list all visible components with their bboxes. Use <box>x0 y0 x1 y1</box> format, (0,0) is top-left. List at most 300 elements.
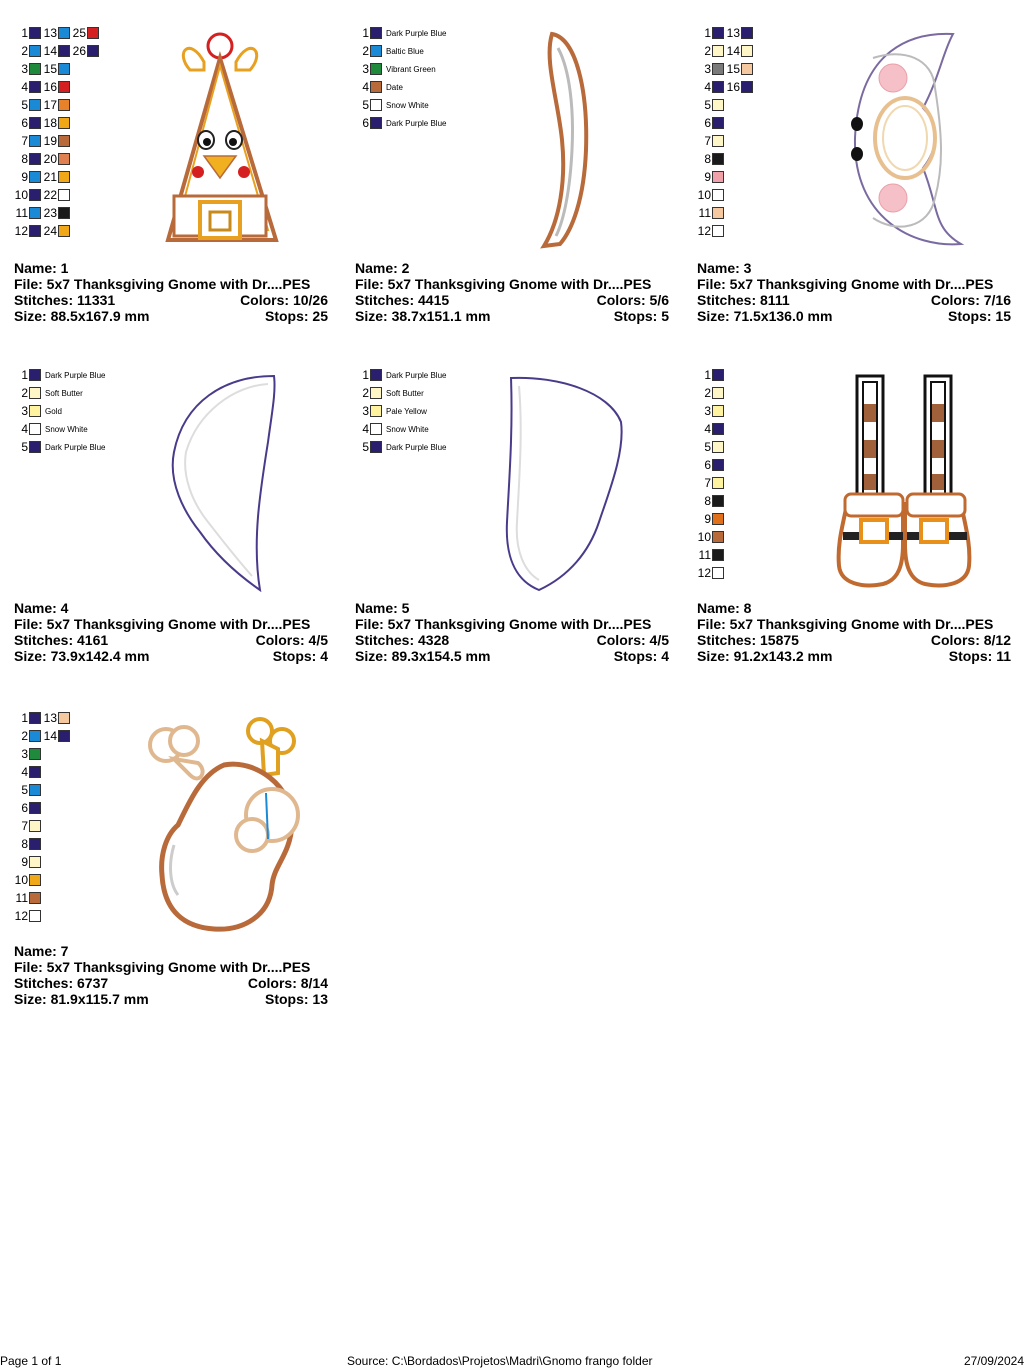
design-card-5 <box>355 368 685 698</box>
legend-entry <box>355 422 429 436</box>
legend-color-swatch <box>741 45 753 57</box>
legend-number: 6 <box>704 458 711 472</box>
legend-number: 2 <box>704 44 711 58</box>
legend-color-swatch <box>58 712 70 724</box>
legend-color-swatch <box>58 189 70 201</box>
legend-color-swatch <box>58 153 70 165</box>
legend-color-swatch <box>29 81 41 93</box>
legend-number: 2 <box>704 386 711 400</box>
legend-number: 13 <box>726 26 740 40</box>
legend-number: 5 <box>362 98 369 112</box>
design-stops: Stops: 25 <box>264 308 328 324</box>
legend-color-swatch <box>58 207 70 219</box>
legend-entry <box>697 26 724 40</box>
legend-color-swatch <box>370 63 382 75</box>
legend-color-swatch <box>29 856 41 868</box>
design-colors: Colors: 8/12 <box>930 632 1011 648</box>
legend-number: 8 <box>21 837 28 851</box>
legend-number: 5 <box>704 98 711 112</box>
legend-color-swatch <box>29 405 41 417</box>
legend-number: 1 <box>362 26 369 40</box>
legend-color-swatch <box>58 730 70 742</box>
legend-number: 4 <box>362 80 369 94</box>
design-colors: Colors: 4/5 <box>596 632 669 648</box>
legend-color-swatch <box>58 135 70 147</box>
legend-color-swatch <box>29 730 41 742</box>
legend-entry <box>697 62 724 76</box>
legend-color-swatch <box>29 45 41 57</box>
legend-color-swatch <box>370 441 382 453</box>
legend-number: 2 <box>21 44 28 58</box>
design-stops: Stops: 4 <box>613 648 669 664</box>
legend-number: 11 <box>15 891 28 905</box>
design-stops: Stops: 5 <box>613 308 669 324</box>
legend-entry <box>43 26 70 40</box>
legend-number: 4 <box>21 765 28 779</box>
legend-entry <box>355 80 403 94</box>
legend-entry <box>726 62 753 76</box>
legend-entry <box>697 80 724 94</box>
gnome-beard-right-art <box>499 372 629 594</box>
legend-number: 2 <box>362 44 369 58</box>
legend-color-swatch <box>370 27 382 39</box>
legend-entry <box>14 819 41 833</box>
legend-entry <box>355 26 446 40</box>
legend-entry <box>14 80 41 94</box>
legend-number: 5 <box>21 783 28 797</box>
legend-number: 7 <box>21 134 28 148</box>
design-stitches: Stitches: 4328 <box>355 632 450 648</box>
legend-entry <box>14 747 41 761</box>
legend-color-swatch <box>712 495 724 507</box>
legend-color-swatch <box>370 99 382 111</box>
legend-number: 5 <box>21 98 28 112</box>
legend-color-swatch <box>87 27 99 39</box>
legend-color-swatch <box>58 81 70 93</box>
legend-number: 13 <box>43 711 57 725</box>
legend-number: 6 <box>21 801 28 815</box>
legend-entry <box>43 116 70 130</box>
legend-number: 19 <box>43 134 57 148</box>
chicken-drumstick-art <box>144 715 304 937</box>
design-size: Size: 73.9x142.4 mm <box>14 648 150 664</box>
legend-color-swatch <box>370 405 382 417</box>
legend-color-swatch <box>29 820 41 832</box>
legend-number: 13 <box>43 26 57 40</box>
legend-number: 8 <box>21 152 28 166</box>
design-card-3 <box>697 26 1024 356</box>
legend-entry <box>355 404 427 418</box>
legend-color-swatch <box>712 459 724 471</box>
design-name: Name: 5 <box>355 600 410 616</box>
legend-color-swatch <box>29 874 41 886</box>
legend-entry <box>72 44 99 58</box>
design-size: Size: 88.5x167.9 mm <box>14 308 150 324</box>
legend-color-swatch <box>741 27 753 39</box>
legend-entry <box>726 80 753 94</box>
gnome-beard-strip-art <box>530 30 600 250</box>
design-info <box>14 260 328 324</box>
design-file: File: 5x7 Thanksgiving Gnome with Dr....PES <box>14 276 311 292</box>
design-size: Size: 38.7x151.1 mm <box>355 308 491 324</box>
legend-entry <box>14 891 41 905</box>
legend-entry <box>355 44 424 58</box>
design-card-1 <box>14 26 344 356</box>
design-file: File: 5x7 Thanksgiving Gnome with Dr....PES <box>697 616 994 632</box>
legend-entry <box>697 566 724 580</box>
legend-entry <box>726 44 753 58</box>
legend-number: 3 <box>362 404 369 418</box>
footer-page-number: Page 1 of 1 <box>0 1354 62 1368</box>
legend-number: 3 <box>362 62 369 76</box>
legend-number: 2 <box>21 386 28 400</box>
design-name: Name: 3 <box>697 260 752 276</box>
legend-color-swatch <box>87 45 99 57</box>
legend-color-swatch <box>58 171 70 183</box>
legend-number: 5 <box>704 440 711 454</box>
legend-color-name: Pale Yellow <box>386 406 427 416</box>
gnome-face-art <box>843 28 973 250</box>
legend-entry <box>14 837 41 851</box>
legend-color-swatch <box>29 117 41 129</box>
legend-color-swatch <box>58 225 70 237</box>
legend-number: 6 <box>704 116 711 130</box>
legend-color-swatch <box>58 45 70 57</box>
legend-entry <box>697 476 724 490</box>
legend-number: 24 <box>43 224 57 238</box>
legend-color-swatch <box>29 369 41 381</box>
legend-entry <box>355 62 436 76</box>
legend-entry <box>43 62 70 76</box>
legend-entry <box>43 729 70 743</box>
legend-entry <box>14 765 41 779</box>
legend-color-name: Baltic Blue <box>386 46 424 56</box>
legend-number: 3 <box>21 747 28 761</box>
legend-entry <box>43 80 70 94</box>
legend-entry <box>697 494 724 508</box>
design-info <box>697 260 1011 324</box>
legend-color-name: Dark Purple Blue <box>386 118 447 128</box>
legend-entry <box>355 98 429 112</box>
legend-entry <box>697 224 724 238</box>
legend-number: 9 <box>21 170 28 184</box>
legend-entry <box>14 422 88 436</box>
design-info <box>697 600 1011 664</box>
legend-entry <box>355 386 424 400</box>
legend-entry <box>14 170 41 184</box>
legend-entry <box>14 729 41 743</box>
legend-color-name: Soft Butter <box>386 388 424 398</box>
legend-entry <box>43 98 70 112</box>
legend-color-name: Soft Butter <box>45 388 83 398</box>
legend-entry <box>14 44 41 58</box>
legend-number: 8 <box>704 494 711 508</box>
design-stitches: Stitches: 4161 <box>14 632 109 648</box>
design-stitches: Stitches: 15875 <box>697 632 799 648</box>
legend-entry <box>14 116 41 130</box>
legend-color-swatch <box>712 423 724 435</box>
design-size: Size: 89.3x154.5 mm <box>355 648 491 664</box>
legend-entry <box>43 134 70 148</box>
legend-color-swatch <box>29 225 41 237</box>
legend-number: 23 <box>43 206 57 220</box>
legend-color-swatch <box>712 63 724 75</box>
legend-color-swatch <box>741 81 753 93</box>
legend-color-swatch <box>712 567 724 579</box>
legend-number: 4 <box>704 422 711 436</box>
legend-number: 16 <box>726 80 740 94</box>
legend-entry <box>14 206 41 220</box>
design-name: Name: 8 <box>697 600 752 616</box>
legend-number: 11 <box>15 206 28 220</box>
legend-number: 10 <box>14 188 28 202</box>
footer-date: 27/09/2024 <box>963 1354 1024 1368</box>
legend-color-swatch <box>712 549 724 561</box>
legend-number: 10 <box>697 188 711 202</box>
legend-color-swatch <box>712 207 724 219</box>
legend-entry <box>697 548 724 562</box>
legend-color-swatch <box>29 441 41 453</box>
legend-color-swatch <box>370 45 382 57</box>
legend-entry <box>697 440 724 454</box>
legend-number: 14 <box>43 729 57 743</box>
legend-number: 6 <box>21 116 28 130</box>
legend-number: 21 <box>43 170 57 184</box>
legend-number: 4 <box>21 80 28 94</box>
legend-color-swatch <box>712 477 724 489</box>
legend-color-swatch <box>712 171 724 183</box>
design-colors: Colors: 10/26 <box>240 292 328 308</box>
design-stitches: Stitches: 6737 <box>14 975 109 991</box>
legend-color-swatch <box>712 405 724 417</box>
design-info <box>14 600 328 664</box>
legend-entry <box>697 404 724 418</box>
legend-color-swatch <box>29 802 41 814</box>
legend-number: 14 <box>43 44 57 58</box>
legend-entry <box>14 855 41 869</box>
legend-color-swatch <box>29 748 41 760</box>
legend-number: 3 <box>704 404 711 418</box>
legend-color-name: Snow White <box>386 100 429 110</box>
legend-number: 15 <box>726 62 740 76</box>
design-name: Name: 4 <box>14 600 69 616</box>
legend-entry <box>697 386 724 400</box>
design-file: File: 5x7 Thanksgiving Gnome with Dr....PES <box>14 616 311 632</box>
legend-entry <box>14 440 105 454</box>
design-name: Name: 2 <box>355 260 410 276</box>
legend-color-swatch <box>29 423 41 435</box>
design-colors: Colors: 5/6 <box>596 292 669 308</box>
legend-number: 20 <box>43 152 57 166</box>
legend-entry <box>43 224 70 238</box>
design-file: File: 5x7 Thanksgiving Gnome with Dr....PES <box>355 276 652 292</box>
legend-color-swatch <box>29 135 41 147</box>
legend-entry <box>43 170 70 184</box>
design-card-7 <box>14 711 344 1041</box>
legend-number: 1 <box>704 26 711 40</box>
legend-color-swatch <box>29 387 41 399</box>
legend-color-name: Vibrant Green <box>386 64 436 74</box>
legend-number: 18 <box>43 116 57 130</box>
legend-color-swatch <box>370 423 382 435</box>
legend-entry <box>697 170 724 184</box>
legend-entry <box>14 224 41 238</box>
legend-number: 4 <box>362 422 369 436</box>
legend-color-swatch <box>29 27 41 39</box>
legend-color-name: Dark Purple Blue <box>386 442 447 452</box>
legend-entry <box>14 873 41 887</box>
legend-number: 9 <box>21 855 28 869</box>
legend-entry <box>43 44 70 58</box>
legend-color-swatch <box>58 27 70 39</box>
legend-color-swatch <box>712 117 724 129</box>
legend-entry <box>14 134 41 148</box>
legend-number: 3 <box>21 404 28 418</box>
legend-entry <box>697 152 724 166</box>
legend-entry <box>43 188 70 202</box>
legend-entry <box>14 909 41 923</box>
legend-entry <box>14 368 105 382</box>
legend-entry <box>697 530 724 544</box>
design-info <box>14 943 328 1007</box>
legend-color-name: Snow White <box>45 424 88 434</box>
design-info <box>355 600 669 664</box>
design-colors: Colors: 4/5 <box>255 632 328 648</box>
legend-entry <box>14 711 41 725</box>
legend-number: 12 <box>14 224 28 238</box>
legend-number: 7 <box>21 819 28 833</box>
legend-color-swatch <box>712 225 724 237</box>
legend-number: 1 <box>21 711 28 725</box>
legend-number: 9 <box>704 170 711 184</box>
legend-color-swatch <box>712 153 724 165</box>
legend-number: 9 <box>704 512 711 526</box>
legend-number: 6 <box>362 116 369 130</box>
legend-number: 8 <box>704 152 711 166</box>
legend-entry <box>14 62 41 76</box>
legend-entry <box>14 386 83 400</box>
legend-number: 1 <box>21 26 28 40</box>
legend-number: 4 <box>21 422 28 436</box>
design-stops: Stops: 4 <box>272 648 328 664</box>
legend-entry <box>43 711 70 725</box>
design-stops: Stops: 11 <box>948 648 1011 664</box>
legend-number: 14 <box>726 44 740 58</box>
legend-entry <box>355 116 446 130</box>
legend-color-swatch <box>29 99 41 111</box>
legend-number: 3 <box>21 62 28 76</box>
legend-entry <box>697 44 724 58</box>
legend-color-name: Dark Purple Blue <box>45 442 106 452</box>
legend-number: 12 <box>14 909 28 923</box>
legend-color-swatch <box>712 45 724 57</box>
gnome-legs-boots-art <box>833 374 977 594</box>
legend-color-name: Dark Purple Blue <box>386 370 447 380</box>
legend-color-swatch <box>29 63 41 75</box>
legend-number: 3 <box>704 62 711 76</box>
design-card-2 <box>355 26 685 356</box>
legend-entry <box>697 512 724 526</box>
legend-color-swatch <box>29 766 41 778</box>
legend-color-swatch <box>741 63 753 75</box>
legend-entry <box>43 206 70 220</box>
legend-color-swatch <box>58 117 70 129</box>
legend-number: 2 <box>21 729 28 743</box>
legend-color-name: Dark Purple Blue <box>45 370 106 380</box>
legend-color-swatch <box>712 27 724 39</box>
design-stops: Stops: 13 <box>264 991 328 1007</box>
legend-entry <box>697 116 724 130</box>
design-name: Name: 1 <box>14 260 69 276</box>
gnome-beard-left-art <box>164 372 284 592</box>
legend-number: 26 <box>72 44 86 58</box>
design-file: File: 5x7 Thanksgiving Gnome with Dr....PES <box>355 616 652 632</box>
legend-color-swatch <box>370 117 382 129</box>
legend-number: 1 <box>362 368 369 382</box>
legend-entry <box>14 801 41 815</box>
design-stitches: Stitches: 4415 <box>355 292 450 308</box>
legend-color-swatch <box>712 99 724 111</box>
legend-color-swatch <box>29 712 41 724</box>
design-stops: Stops: 15 <box>947 308 1011 324</box>
gnome-hat-chicken-art <box>164 30 284 250</box>
legend-color-swatch <box>29 189 41 201</box>
legend-color-swatch <box>58 99 70 111</box>
legend-number: 5 <box>362 440 369 454</box>
legend-entry <box>14 404 62 418</box>
design-size: Size: 81.9x115.7 mm <box>14 991 149 1007</box>
legend-entry <box>697 134 724 148</box>
legend-color-swatch <box>712 135 724 147</box>
legend-number: 12 <box>697 566 711 580</box>
legend-entry <box>697 368 724 382</box>
legend-number: 7 <box>704 476 711 490</box>
design-card-4 <box>14 368 344 698</box>
legend-number: 15 <box>43 62 57 76</box>
legend-entry <box>355 440 446 454</box>
legend-entry <box>72 26 99 40</box>
legend-entry <box>14 152 41 166</box>
legend-number: 10 <box>697 530 711 544</box>
legend-entry <box>697 188 724 202</box>
legend-color-swatch <box>712 369 724 381</box>
design-size: Size: 71.5x136.0 mm <box>697 308 833 324</box>
legend-entry <box>43 152 70 166</box>
legend-number: 16 <box>43 80 57 94</box>
legend-color-swatch <box>712 441 724 453</box>
design-card-8 <box>697 368 1024 698</box>
legend-number: 17 <box>43 98 57 112</box>
legend-entry <box>697 206 724 220</box>
legend-number: 2 <box>362 386 369 400</box>
legend-entry <box>726 26 753 40</box>
legend-color-swatch <box>370 369 382 381</box>
legend-number: 25 <box>72 26 86 40</box>
design-file: File: 5x7 Thanksgiving Gnome with Dr....PES <box>697 276 994 292</box>
design-stitches: Stitches: 11331 <box>14 292 116 308</box>
legend-color-swatch <box>58 63 70 75</box>
legend-color-swatch <box>29 171 41 183</box>
design-file: File: 5x7 Thanksgiving Gnome with Dr....PES <box>14 959 311 975</box>
legend-number: 5 <box>21 440 28 454</box>
legend-number: 22 <box>43 188 57 202</box>
legend-number: 1 <box>21 368 28 382</box>
legend-color-swatch <box>29 838 41 850</box>
legend-color-swatch <box>370 81 382 93</box>
legend-color-swatch <box>712 387 724 399</box>
legend-entry <box>697 98 724 112</box>
legend-color-swatch <box>712 513 724 525</box>
